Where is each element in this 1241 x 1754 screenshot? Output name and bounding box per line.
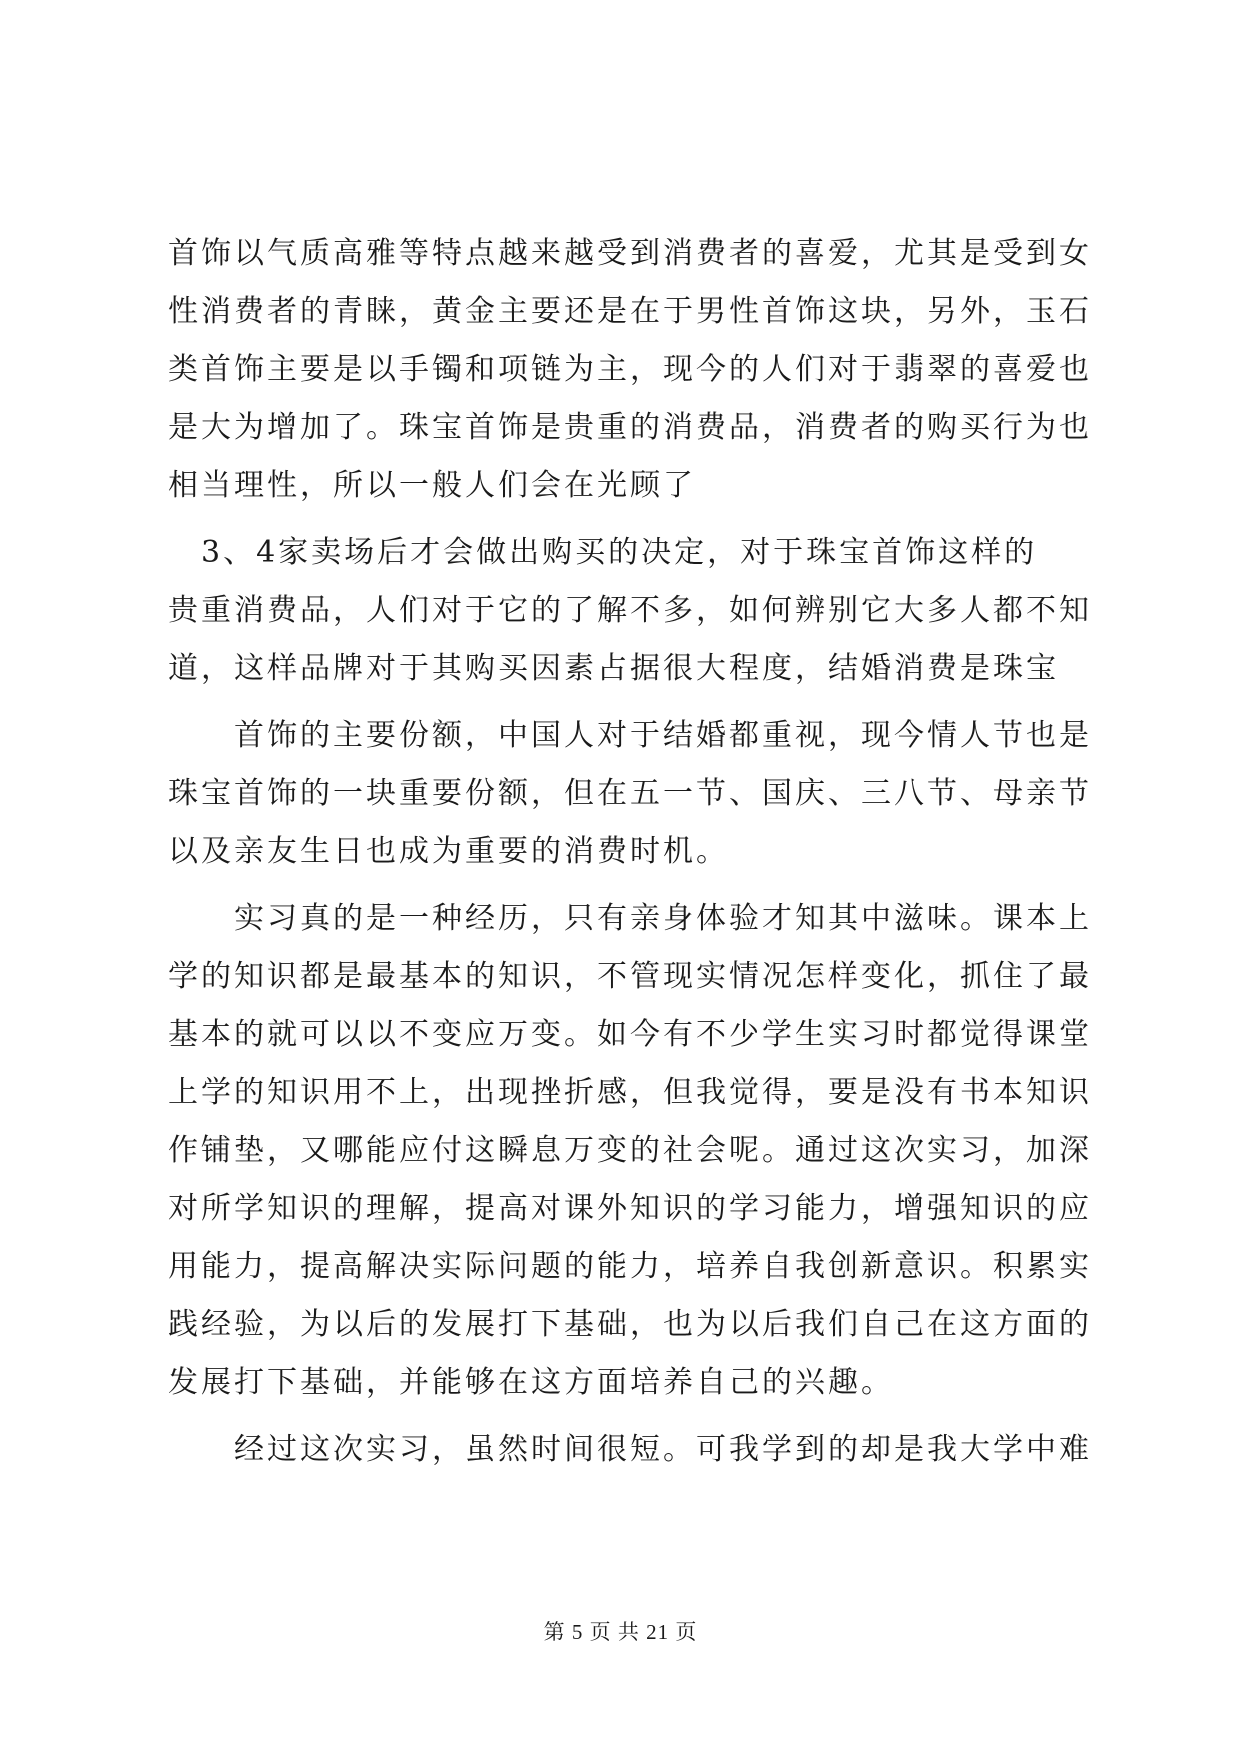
text-line: 学的知识都是最基本的知识，不管现实情况怎样变化，抓住了最 — [168, 959, 1092, 994]
text-line: 对所学知识的理解，提高对课外知识的学习能力，增强知识的应 — [168, 1191, 1092, 1226]
text-line: 实习真的是一种经历，只有亲身体验才知其中滋味。课本上 — [168, 901, 1092, 936]
paragraph — [168, 1421, 1092, 1479]
text-line: 作铺垫，又哪能应付这瞬息万变的社会呢。通过这次实习，加深 — [168, 1133, 1092, 1168]
text-line: 基本的就可以以不变应万变。如今有不少学生实习时都觉得课堂 — [168, 1017, 1092, 1052]
body-text — [168, 225, 1092, 1479]
text-line: 践经验，为以后的发展打下基础，也为以后我们自己在这方面的 — [168, 1307, 1092, 1342]
text-line: 道，这样品牌对于其购买因素占据很大程度，结婚消费是珠宝 — [168, 651, 1059, 686]
text-line: 上学的知识用不上，出现挫折感，但我觉得，要是没有书本知识 — [168, 1075, 1092, 1110]
paragraph — [168, 707, 1092, 881]
text-line: 用能力，提高解决实际问题的能力，培养自我创新意识。积累实 — [168, 1249, 1092, 1284]
text-line: 经过这次实习，虽然时间很短。可我学到的却是我大学中难 — [168, 1432, 1092, 1467]
page-number-footer: 第 5 页 共 21 页 — [543, 1620, 698, 1644]
text-line: 相当理性，所以一般人们会在光顾了 — [168, 468, 696, 503]
text-line: 珠宝首饰的一块重要份额，但在五一节、国庆、三八节、母亲节 — [168, 776, 1092, 811]
text-line: 类首饰主要是以手镯和项链为主，现今的人们对于翡翠的喜爱也 — [168, 352, 1092, 387]
text-line: 3、4家卖场后才会做出购买的决定，对于珠宝首饰这样的 — [168, 535, 1038, 570]
text-line: 是大为增加了。珠宝首饰是贵重的消费品，消费者的购买行为也 — [168, 410, 1092, 445]
text-line: 发展打下基础，并能够在这方面培养自己的兴趣。 — [168, 1365, 894, 1400]
text-line: 贵重消费品，人们对于它的了解不多，如何辨别它大多人都不知 — [168, 593, 1092, 628]
paragraph — [168, 225, 1092, 515]
paragraph — [168, 524, 1092, 698]
text-line: 性消费者的青睐，黄金主要还是在于男性首饰这块，另外，玉石 — [168, 294, 1092, 329]
text-line: 首饰以气质高雅等特点越来越受到消费者的喜爱，尤其是受到女 — [168, 236, 1092, 271]
text-line: 以及亲友生日也成为重要的消费时机。 — [168, 834, 729, 869]
text-line: 首饰的主要份额，中国人对于结婚都重视，现今情人节也是 — [168, 718, 1092, 753]
paragraph — [168, 890, 1092, 1412]
